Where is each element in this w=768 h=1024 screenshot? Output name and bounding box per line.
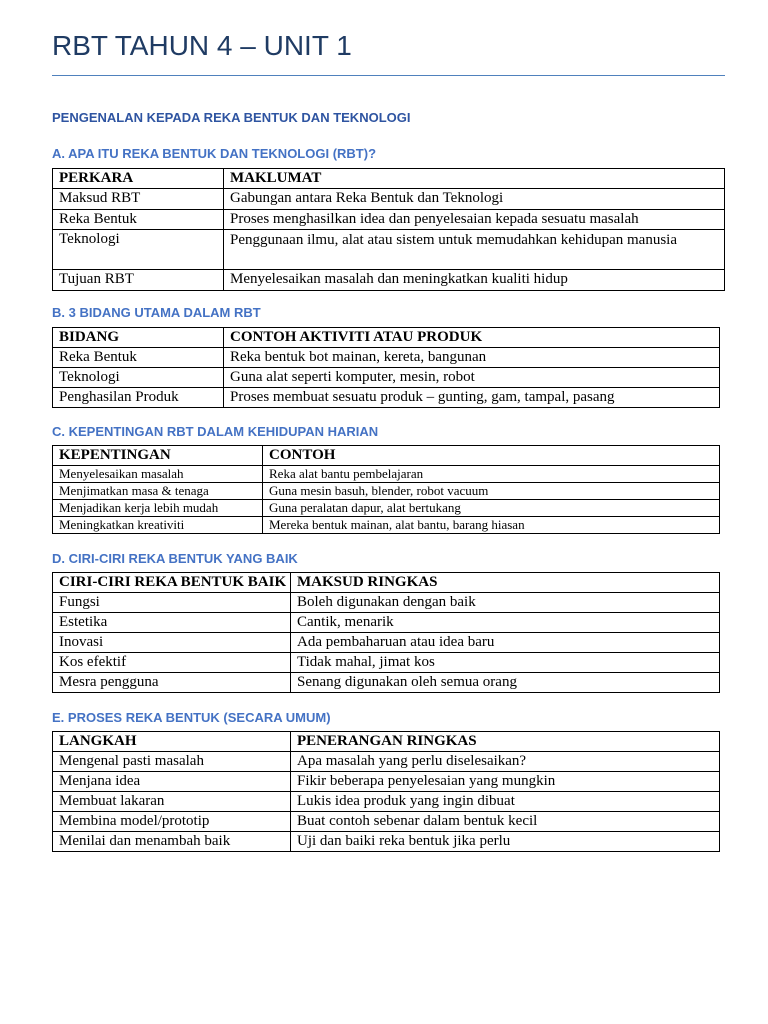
table-header-row: [53, 169, 725, 189]
section-d-heading: D. CIRI-CIRI REKA BENTUK YANG BAIK: [52, 551, 298, 566]
table-row: [53, 832, 720, 852]
table-row: [53, 483, 720, 500]
column-header: PERKARA: [53, 169, 224, 189]
table-cell: Buat contoh sebenar dalam bentuk kecil: [291, 812, 720, 832]
section-b-table: [52, 327, 720, 408]
table-row: [53, 368, 720, 388]
page-title: RBT TAHUN 4 – UNIT 1: [52, 30, 352, 61]
table-cell: Membina model/prototip: [53, 812, 291, 832]
table-cell: Proses membuat sesuatu produk – gunting, gam, tampal, pasang: [224, 388, 720, 408]
table-cell: Menyelesaikan masalah dan meningkatkan kualiti hidup: [224, 270, 725, 291]
table-row: [53, 653, 720, 673]
table-cell: Mereka bentuk mainan, alat bantu, barang hiasan: [263, 517, 720, 534]
table-header-row: [53, 446, 720, 466]
table-row: [53, 633, 720, 653]
table-row: [53, 189, 725, 210]
table-cell: Mesra pengguna: [53, 673, 291, 693]
section-d-table: [52, 572, 720, 693]
column-header: KEPENTINGAN: [53, 446, 263, 466]
section-c-table: [52, 445, 720, 534]
table-row: [53, 210, 725, 230]
table-row: [53, 517, 720, 534]
table-cell: Teknologi: [53, 230, 224, 270]
table-cell: Cantik, menarik: [291, 613, 720, 633]
table-cell: Kos efektif: [53, 653, 291, 673]
table-cell: Inovasi: [53, 633, 291, 653]
table-row: [53, 230, 725, 270]
table-header-row: [53, 573, 720, 593]
section-b-heading: B. 3 BIDANG UTAMA DALAM RBT: [52, 305, 261, 320]
table-cell: Menjadikan kerja lebih mudah: [53, 500, 263, 517]
table-cell: Guna peralatan dapur, alat bertukang: [263, 500, 720, 517]
column-header: PENERANGAN RINGKAS: [291, 732, 720, 752]
table-cell: Menjimatkan masa & tenaga: [53, 483, 263, 500]
table-cell: Penggunaan ilmu, alat atau sistem untuk memudahkan kehidupan manusia: [224, 230, 725, 270]
table-cell: Guna alat seperti komputer, mesin, robot: [224, 368, 720, 388]
table-header-row: [53, 328, 720, 348]
table-row: [53, 593, 720, 613]
table-cell: Reka bentuk bot mainan, kereta, bangunan: [224, 348, 720, 368]
table-row: [53, 466, 720, 483]
table-cell: Estetika: [53, 613, 291, 633]
title-divider: [52, 75, 725, 76]
table-row: [53, 673, 720, 693]
table-cell: Lukis idea produk yang ingin dibuat: [291, 792, 720, 812]
table-cell: Penghasilan Produk: [53, 388, 224, 408]
table-header-row: [53, 732, 720, 752]
main-heading: PENGENALAN KEPADA REKA BENTUK DAN TEKNOLOGI: [52, 110, 411, 125]
table-cell: Guna mesin basuh, blender, robot vacuum: [263, 483, 720, 500]
table-cell: Mengenal pasti masalah: [53, 752, 291, 772]
column-header: LANGKAH: [53, 732, 291, 752]
table-row: [53, 388, 720, 408]
table-cell: Meningkatkan kreativiti: [53, 517, 263, 534]
table-cell: Proses menghasilkan idea dan penyelesaian kepada sesuatu masalah: [224, 210, 725, 230]
table-cell: Reka Bentuk: [53, 348, 224, 368]
section-e-table: [52, 731, 720, 852]
table-cell: Reka alat bantu pembelajaran: [263, 466, 720, 483]
table-row: [53, 348, 720, 368]
table-row: [53, 752, 720, 772]
table-cell: Tidak mahal, jimat kos: [291, 653, 720, 673]
column-header: MAKLUMAT: [224, 169, 725, 189]
column-header: CONTOH: [263, 446, 720, 466]
column-header: BIDANG: [53, 328, 224, 348]
table-cell: Membuat lakaran: [53, 792, 291, 812]
column-header: CONTOH AKTIVITI ATAU PRODUK: [224, 328, 720, 348]
table-cell: Boleh digunakan dengan baik: [291, 593, 720, 613]
section-a-table: [52, 168, 725, 291]
table-row: [53, 792, 720, 812]
table-cell: Ada pembaharuan atau idea baru: [291, 633, 720, 653]
table-cell: Fikir beberapa penyelesaian yang mungkin: [291, 772, 720, 792]
table-cell: Fungsi: [53, 593, 291, 613]
table-cell: Menjana idea: [53, 772, 291, 792]
column-header: CIRI-CIRI REKA BENTUK BAIK: [53, 573, 291, 593]
section-a-heading: A. APA ITU REKA BENTUK DAN TEKNOLOGI (RBT)?: [52, 146, 377, 161]
table-row: [53, 812, 720, 832]
table-row: [53, 500, 720, 517]
table-cell: Reka Bentuk: [53, 210, 224, 230]
table-cell: Senang digunakan oleh semua orang: [291, 673, 720, 693]
section-e-heading: E. PROSES REKA BENTUK (SECARA UMUM): [52, 710, 331, 725]
table-cell: Apa masalah yang perlu diselesaikan?: [291, 752, 720, 772]
table-cell: Gabungan antara Reka Bentuk dan Teknologi: [224, 189, 725, 210]
column-header: MAKSUD RINGKAS: [291, 573, 720, 593]
section-c-heading: C. KEPENTINGAN RBT DALAM KEHIDUPAN HARIAN: [52, 424, 379, 439]
table-cell: Maksud RBT: [53, 189, 224, 210]
table-cell: Menyelesaikan masalah: [53, 466, 263, 483]
table-row: [53, 613, 720, 633]
table-row: [53, 772, 720, 792]
table-cell: Uji dan baiki reka bentuk jika perlu: [291, 832, 720, 852]
table-cell: Teknologi: [53, 368, 224, 388]
table-row: [53, 270, 725, 291]
table-cell: Tujuan RBT: [53, 270, 224, 291]
table-cell: Menilai dan menambah baik: [53, 832, 291, 852]
